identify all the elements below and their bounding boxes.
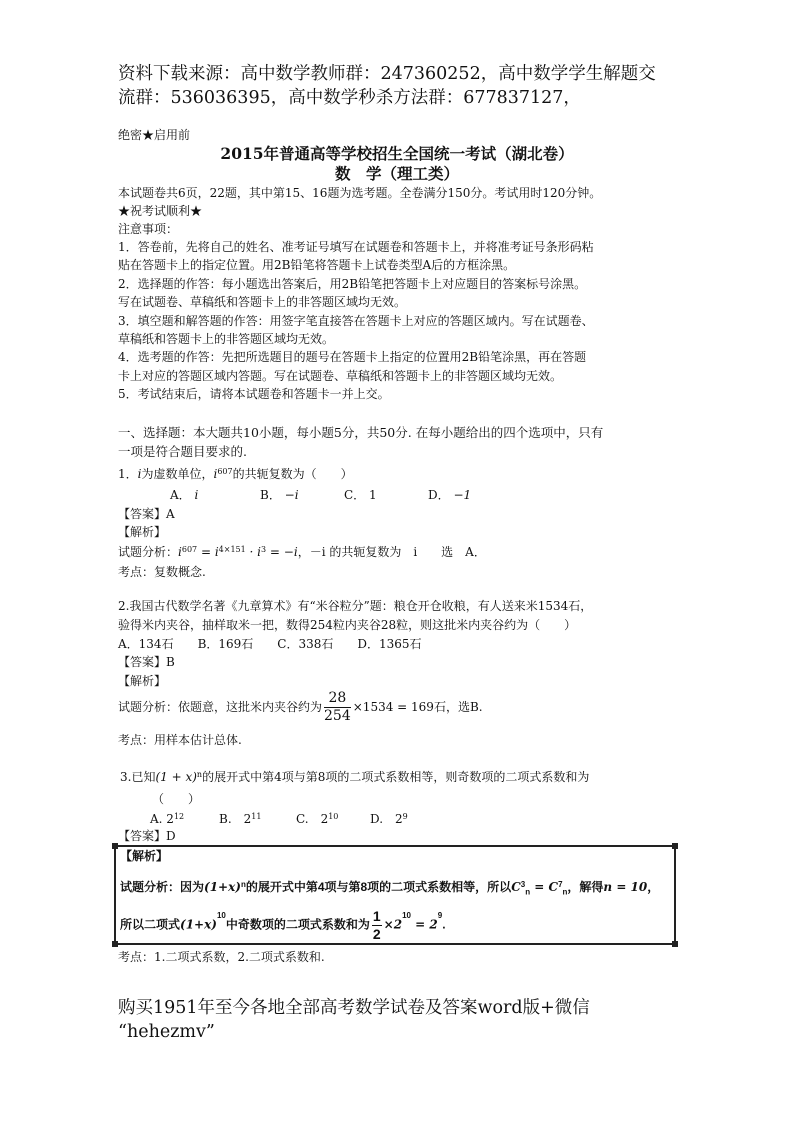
fraction-numerator: 28 bbox=[324, 690, 351, 708]
analysis-text bbox=[118, 543, 486, 561]
answer-label: 【答案】A bbox=[118, 507, 175, 521]
option-label: D． bbox=[428, 488, 450, 502]
exponent: 9 bbox=[402, 812, 408, 821]
exponent: 9 bbox=[437, 911, 443, 920]
question-number: 1． bbox=[118, 467, 138, 481]
option-label: A． bbox=[170, 488, 191, 502]
notice-line: 写在试题卷、草稿纸和答题卡上的非答题区域均无效。 bbox=[118, 295, 407, 309]
stem-text: 的共轭复数为（ ） bbox=[232, 467, 353, 481]
math-symbol: i bbox=[137, 467, 142, 481]
math-expr: i bbox=[178, 545, 182, 559]
option-label: B． bbox=[260, 488, 281, 502]
question-3-stem bbox=[120, 768, 589, 786]
notice-line: 卡上对应的答题区域内答题。写在试题卷、草稿纸和答题卡上的非答题区域均无效。 bbox=[118, 369, 563, 383]
option-value: −i bbox=[284, 488, 299, 502]
math-expr: n = 10 bbox=[603, 880, 648, 894]
math-expr: ×1534 = 169 bbox=[352, 700, 434, 714]
exponent: 3 bbox=[261, 545, 267, 554]
option-value: A. 2 bbox=[150, 812, 174, 826]
notice-line: 草稿纸和答题卡上的非答题区域均无效。 bbox=[118, 332, 335, 346]
subscript: n bbox=[525, 887, 531, 897]
exponent: 607 bbox=[181, 545, 198, 554]
intro-text: 本试题卷共6页，22题，其中第15、16题为选考题。全卷满分150分。考试用时120分钟。 bbox=[118, 186, 602, 200]
option-c bbox=[344, 486, 377, 504]
header-line-1: 资料下载来源：高中数学教师群：247360252，高中数学学生解题交 bbox=[118, 64, 656, 84]
notice-line: 3．填空题和解答题的作答：用签字笔直接答在答题卡上对应的答题区域内。写在试题卷、 bbox=[118, 314, 594, 328]
kaodian: 考点：复数概念. bbox=[118, 565, 206, 579]
analysis-label: 【解析】 bbox=[118, 674, 167, 688]
math-expr: (1 + x) bbox=[155, 770, 197, 784]
math-expr: = C bbox=[530, 880, 559, 894]
notice-title: 注意事项： bbox=[118, 222, 179, 236]
stem-text: 的展开式中第4项与第8项的二项式系数相等，则奇数项的二项式系数和为 bbox=[202, 770, 590, 784]
header-line-2: 流群：536036395，高中数学秒杀方法群：677837127， bbox=[118, 88, 581, 108]
analysis-label: 【解析】 bbox=[120, 849, 169, 863]
math-expr: = 2 bbox=[410, 917, 438, 932]
wish-text: ★祝考试顺利★ bbox=[118, 204, 203, 218]
answer-label: 【答案】D bbox=[118, 829, 176, 843]
fraction-denominator: 254 bbox=[324, 708, 351, 724]
exponent: 10 bbox=[402, 911, 411, 920]
analysis-text: 所以二项式 bbox=[120, 917, 181, 932]
fraction-numerator: 1 bbox=[372, 908, 381, 924]
box-corner bbox=[112, 843, 118, 849]
option-b bbox=[260, 486, 299, 504]
math-expr: = −i bbox=[266, 545, 298, 559]
notice-line: 4．选考题的作答：先把所选题目的题号在答题卡上指定的位置用2B铅笔涂黑，再在答题 bbox=[118, 350, 587, 364]
stem-text: 为虚数单位， bbox=[141, 467, 214, 481]
fraction bbox=[324, 690, 351, 725]
exponent: 4×151 bbox=[218, 545, 246, 554]
math-expr: ×2 bbox=[383, 917, 403, 932]
exponent: n bbox=[196, 770, 203, 779]
analysis-rest: ，－i 的共轭复数为 i 选 A． bbox=[297, 545, 486, 559]
math-expr: (1+x) bbox=[204, 880, 241, 894]
footer-line-1: 购买1951年至今各地全部高考数学试卷及答案word版+微信 bbox=[118, 998, 590, 1018]
box-corner bbox=[672, 941, 678, 947]
option-c bbox=[296, 810, 338, 828]
option-value: D. 2 bbox=[370, 812, 403, 826]
option-a bbox=[150, 810, 184, 828]
analysis-label: 【解析】 bbox=[118, 525, 167, 539]
box-corner bbox=[112, 941, 118, 947]
analysis-box-line-2 bbox=[120, 908, 446, 943]
question-3-paren: （ ） bbox=[152, 792, 201, 806]
answer-label: 【答案】B bbox=[118, 655, 175, 669]
option-d bbox=[370, 810, 408, 828]
analysis-text bbox=[118, 690, 483, 725]
fraction bbox=[372, 908, 382, 943]
option-value: −1 bbox=[453, 488, 472, 502]
analysis-suffix: 石，选B. bbox=[433, 700, 483, 714]
notice-line: 1．答卷前，先将自己的姓名、准考证号填写在试题卷和答题卡上，并将准考证号条形码粘 bbox=[118, 240, 594, 254]
exponent: 10 bbox=[328, 812, 339, 821]
question-1-stem bbox=[118, 465, 353, 483]
exam-title: 2015年普通高等学校招生全国统一考试（湖北卷） bbox=[220, 144, 574, 163]
exponent: 12 bbox=[173, 812, 185, 821]
analysis-text: 中奇数项的二项式系数和为 bbox=[225, 917, 370, 932]
box-corner bbox=[672, 843, 678, 849]
option-d bbox=[428, 486, 471, 504]
analysis-box-line-1 bbox=[120, 878, 659, 901]
footer-line-2: “hehezmv” bbox=[118, 1022, 215, 1042]
option-value: B. 2 bbox=[219, 812, 252, 826]
confidential-label: 绝密★启用前 bbox=[118, 128, 191, 142]
subscript: n bbox=[562, 887, 568, 897]
exponent: 607 bbox=[217, 467, 233, 476]
analysis-text: . bbox=[442, 917, 446, 932]
stem-text: 3.已知 bbox=[120, 770, 156, 784]
math-expr: C bbox=[511, 880, 521, 894]
analysis-text: ， bbox=[647, 880, 660, 894]
question-2-stem: 2.我国古代数学名著《九章算术》有“米谷粒分”题：粮仓开仓收粮，有人送来米1534石， bbox=[118, 599, 593, 613]
exponent: 7 bbox=[558, 880, 563, 889]
exponent: 11 bbox=[251, 812, 262, 821]
option-value: i bbox=[194, 488, 199, 502]
analysis-text: 的展开式中第4项与第8项的二项式系数相等，所以 bbox=[245, 880, 512, 894]
section-heading: 一项是符合题目要求的. bbox=[118, 444, 247, 459]
exam-subtitle: 数 学（理工类） bbox=[334, 164, 459, 183]
math-symbol: i bbox=[213, 467, 218, 481]
option-a bbox=[170, 486, 198, 504]
kaodian: 考点：1.二项式系数，2.二项式系数和. bbox=[118, 950, 325, 964]
option-b bbox=[219, 810, 261, 828]
kaodian: 考点：用样本估计总体. bbox=[118, 733, 242, 747]
analysis-prefix: 试题分析： bbox=[118, 545, 179, 559]
option-value: C. 2 bbox=[296, 812, 329, 826]
math-expr: (1+x) bbox=[180, 917, 217, 932]
notice-line: 5．考试结束后，请将本试题卷和答题卡一并上交。 bbox=[118, 387, 390, 401]
analysis-prefix: 试题分析：依题意，这批米内夹谷约为 bbox=[118, 700, 323, 714]
math-expr: · i bbox=[245, 545, 262, 559]
analysis-text: ，解得 bbox=[567, 880, 604, 894]
question-2-stem: 验得米内夹谷，抽样取米一把，数得254粒内夹谷28粒，则这批米内夹谷约为（ ） bbox=[118, 618, 577, 632]
math-expr: = i bbox=[197, 545, 219, 559]
exponent: 3 bbox=[520, 880, 526, 889]
exponent: n bbox=[240, 880, 246, 889]
section-heading: 一、选择题：本大题共10小题，每小题5分，共50分. 在每小题给出的四个选项中，只有 bbox=[118, 425, 604, 440]
notice-line: 贴在答题卡上的指定位置。用2B铅笔将答题卡上试卷类型A后的方框涂黑。 bbox=[118, 258, 516, 272]
option-label: C． bbox=[344, 488, 366, 502]
exponent: 10 bbox=[216, 911, 226, 920]
analysis-text: 试题分析：因为 bbox=[120, 880, 205, 894]
fraction-denominator: 2 bbox=[372, 926, 381, 942]
question-2-options: A．134石 B．169石 C．338石 D．1365石 bbox=[118, 637, 422, 651]
notice-line: 2．选择题的作答：每小题选出答案后，用2B铅笔把答题卡上对应题目的答案标号涂黑。 bbox=[118, 277, 587, 291]
option-value: 1 bbox=[369, 488, 377, 502]
